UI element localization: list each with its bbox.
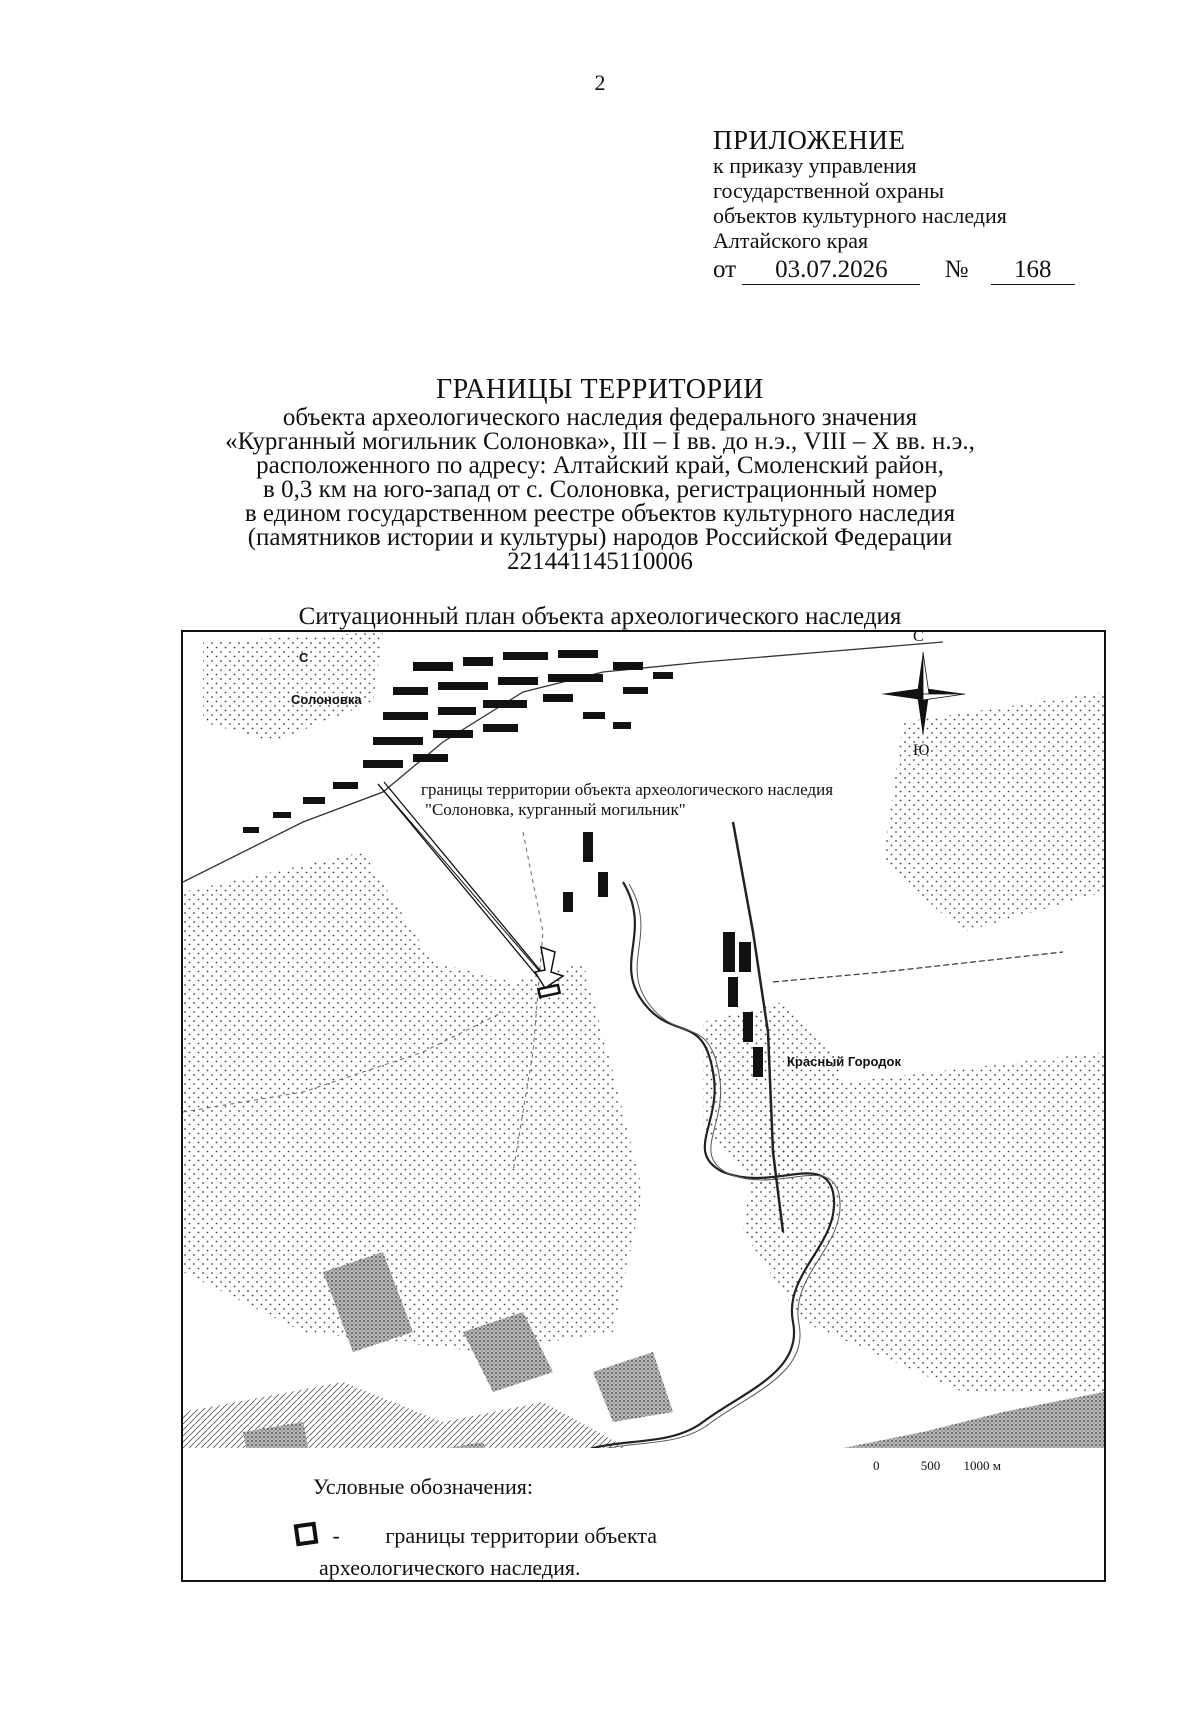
situation-map (181, 630, 1106, 1582)
page-number: 2 (594, 70, 606, 95)
appendix-line: объектов культурного наследия (713, 203, 1007, 228)
legend (183, 1448, 1104, 1580)
appendix-line: Алтайского края (713, 228, 869, 253)
appendix-line: государственной охраны (713, 178, 945, 203)
title-line: в 0,3 км на юго-запад от с. Солоновка, регистрационный номер (263, 476, 937, 503)
scale-zero: 0 (873, 1458, 880, 1473)
appendix-line: к приказу управления (713, 153, 917, 178)
legend-item-text: археологического наследия. (319, 1555, 581, 1580)
number-sign: № (944, 256, 969, 283)
title-line: «Курганный могильник Солоновка», III – I вв. до н.э., VIII – X вв. н.э., (225, 428, 975, 455)
legend-title: Условные обозначения: (313, 1474, 534, 1499)
compass-north-label: С (299, 650, 309, 665)
appendix-heading: ПРИЛОЖЕНИЕ (713, 125, 906, 155)
title-line: в едином государственном реестре объектов культурного наследия (244, 500, 956, 527)
legend-dash: - (332, 1523, 340, 1548)
document-title (130, 374, 1070, 574)
site-callout (421, 780, 833, 820)
title-line: объекта археологического наследия федерального значения (282, 404, 918, 431)
map-graphic (183, 632, 1104, 1580)
boundary-marker-icon (294, 1522, 319, 1547)
title-heading: ГРАНИЦЫ ТЕРРИТОРИИ (435, 374, 765, 405)
title-line: расположенного по адресу: Алтайский край, Смоленский район, (256, 452, 944, 479)
compass-south: Ю (913, 742, 930, 759)
callout-line: границы территории объекта археологического наследия (421, 780, 834, 799)
legend-item (295, 1520, 657, 1584)
plan-title: Ситуационный план объекта археологического наследия (298, 603, 902, 630)
date-prefix: от (713, 256, 737, 283)
title-line: (памятников истории и культуры) народов Российской Федерации (247, 524, 953, 551)
compass-north: С (913, 628, 924, 645)
scale-end: 1000 м (963, 1458, 1001, 1473)
order-date: 03.07.2026 (742, 256, 920, 285)
registry-number: 221441145110006 (507, 548, 693, 575)
order-number: 168 (991, 256, 1075, 285)
village-label-solonovka: Солоновка (291, 692, 362, 707)
appendix-block (713, 125, 1007, 253)
scale-mid: 500 (920, 1458, 941, 1473)
order-line (713, 256, 1075, 285)
village-label-krasny-gorodok: Красный Городок (787, 1054, 901, 1069)
scale-labels (873, 1458, 1001, 1474)
callout-line: "Солоновка, курганный могильник" (425, 800, 686, 819)
legend-item-text: границы территории объекта (385, 1523, 658, 1548)
